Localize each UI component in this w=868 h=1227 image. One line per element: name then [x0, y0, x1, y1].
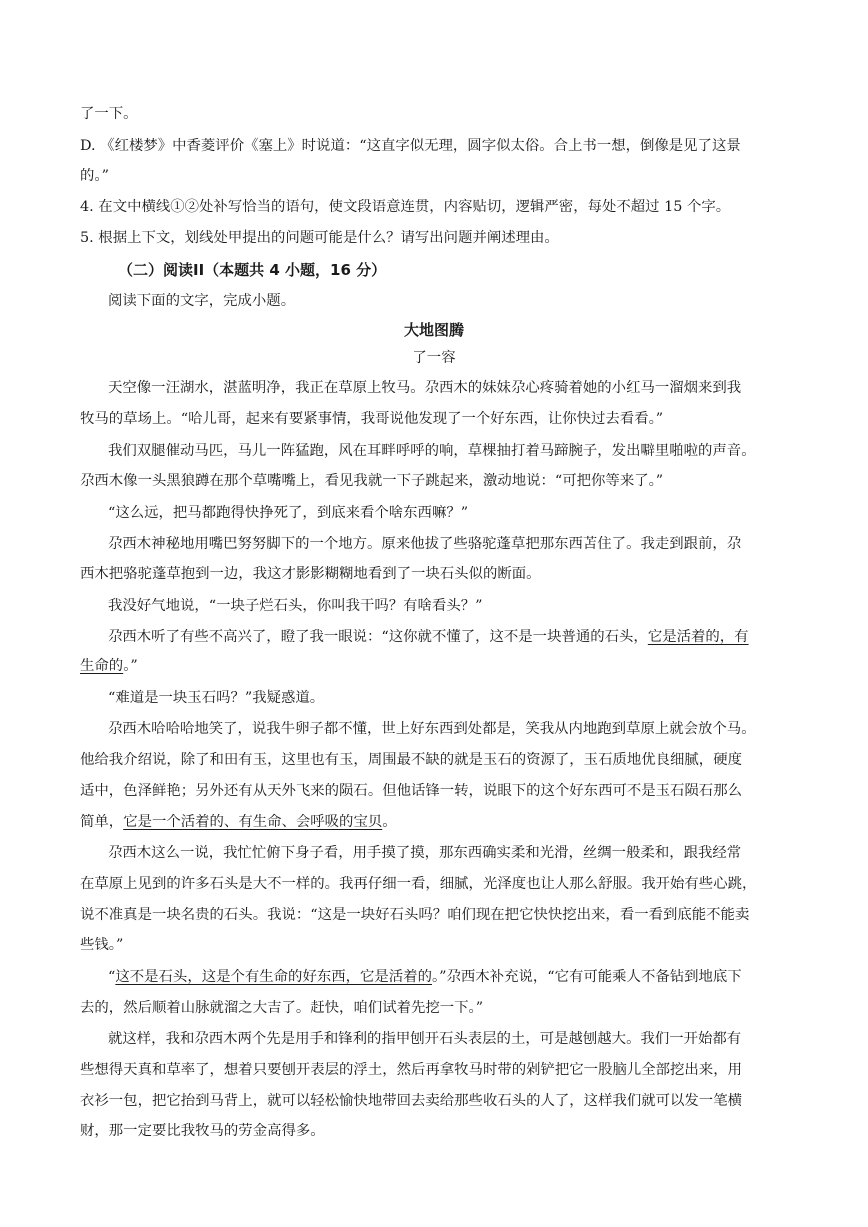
underlined-phrase: 生命的: [80, 658, 124, 674]
paragraph-line: [80, 812, 792, 832]
underlined-phrase: 这不是石头，这是个有生命的好东西，它是活着的: [115, 969, 432, 985]
paragraph-line: 适中，色泽鲜艳；另外还有从天外飞来的陨石。但他话锋一转，说眼下的这个好东西可不是玉石陨石那么: [80, 783, 742, 799]
paragraph-line: 些钱。”: [80, 937, 124, 953]
paragraph-line: 牧马的草场上。“哈儿哥，起来有要紧事情，我哥说他发现了一个好东西，让你快过去看看。”: [80, 411, 664, 427]
paragraph-line: 他给我介绍说，除了和田有玉，这里也有玉，周围最不缺的就是玉石的资源了，玉石质地优良细腻，硬度: [80, 752, 742, 768]
option-d-line2: 的。”: [80, 168, 109, 184]
paragraph-line: 天空像一汪湖水，湛蓝明净，我正在草原上牧马。尕西木的妹妹尕心疼骑着她的小红马一溜烟来到我: [108, 380, 742, 396]
section-heading: （二）阅读II（本题共 4 小题，16 分）: [118, 261, 387, 279]
paragraph-line: 西木把骆驼蓬草抱到一边，我这才影影糊糊地看到了一块石头似的断面。: [80, 566, 541, 582]
paragraph-line: 尕西木哈哈哈地笑了，说我牛卵子都不懂，世上好东西到处都是，笑我从内地跑到草原上就会放个马。: [108, 721, 756, 737]
option-d-line1: D. 《红楼梦》中香菱评价《塞上》时说道：“这直字似无理，圆字似太俗。合上书一想，倒像是见了这景: [80, 138, 741, 154]
paragraph-line: 在草原上见到的许多石头是大不一样的。我再仔细一看，细腻，光泽度也让人那么舒服。我开始有些心跳，: [80, 876, 757, 892]
text-span: 尕西木听了有些不高兴了，瞪了我一眼说：“这你就不懂了，这不是一块普通的石头，: [108, 629, 648, 645]
paragraph-line: 说不准真是一块名贵的石头。我说：“这是一块好石头吗？咱们现在把它快快挖出来，看一看到底能不能卖: [80, 907, 750, 923]
paragraph-line: 些想得天真和草率了，想着只要刨开表层的浮土，然后再拿牧马时带的剁铲把它一股脑儿全部挖出来，用: [80, 1062, 742, 1078]
paragraph-line: [80, 656, 792, 676]
paragraph-line: 财，那一定要比我牧马的劳金高得多。: [80, 1123, 325, 1139]
underlined-phrase: 它是一个活着的、有生命、会呼吸的宝贝: [123, 814, 383, 830]
paragraph-line: 我没好气地说，“一块子烂石头，你叫我干吗？有啥看头？”: [108, 598, 483, 614]
paragraph-line: [108, 967, 792, 987]
paragraph-line: “这么远，把马都跑得快挣死了，到底来看个啥东西嘛？”: [108, 505, 469, 521]
paragraph-line: 就这样，我和尕西木两个先是用手和锋利的指甲刨开石头表层的土，可是越刨越大。我们一开始都有: [108, 1031, 742, 1047]
underlined-phrase: 它是活着的，有: [647, 629, 749, 645]
text-span: 简单，: [80, 814, 124, 830]
text-span: “: [108, 969, 116, 985]
article-author: 了一容: [412, 350, 456, 366]
paragraph-line: “难道是一块玉石吗？”我疑惑道。: [108, 690, 325, 706]
text-span: 。”: [123, 658, 138, 674]
question-4: 4. 在文中横线①②处补写恰当的语句，使文段语意连贯，内容贴切，逻辑严密，每处不超过 15 个字。: [80, 199, 731, 215]
paragraph-line: 衣衫一包，把它抬到马背上，就可以轻松愉快地带回去卖给那些收石头的人了，这样我们就可以发一笔横: [80, 1093, 742, 1109]
question-5: 5. 根据上下文，划线处甲提出的问题可能是什么？请写出问题并阐述理由。: [80, 230, 559, 246]
text-span: 。: [382, 814, 397, 830]
paragraph-line: 我们双腿催动马匹，马儿一阵猛跑，风在耳畔呼呼的响，草棵抽打着马蹄腕子，发出噼里啪啦的声音。: [108, 443, 756, 459]
paragraph-line: 尕西木神秘地用嘴巴努努脚下的一个地方。原来他拔了些骆驼蓬草把那东西苫住了。我走到跟前，尕: [108, 536, 742, 552]
text-span: 。”尕西木补充说，“它有可能乘人不备钻到地底下: [431, 969, 742, 985]
text-line: 了一下。: [80, 106, 138, 122]
reading-instruction: 阅读下面的文字，完成小题。: [108, 293, 296, 309]
paragraph-line: 尕西木像一头黑狼蹲在那个草嘴嘴上，看见我就一下子跳起来，激动地说：“可把你等来了。”: [80, 473, 664, 489]
paragraph-line: [108, 627, 792, 647]
article-title: 大地图腾: [403, 321, 464, 339]
paragraph-line: 尕西木这么一说，我忙忙俯下身子看，用手摸了摸，那东西确实柔和光滑，丝绸一般柔和，跟我经常: [108, 845, 742, 861]
paragraph-line: 去的，然后顺着山脉就溜之大吉了。赶快，咱们试着先挖一下。”: [80, 1000, 484, 1016]
